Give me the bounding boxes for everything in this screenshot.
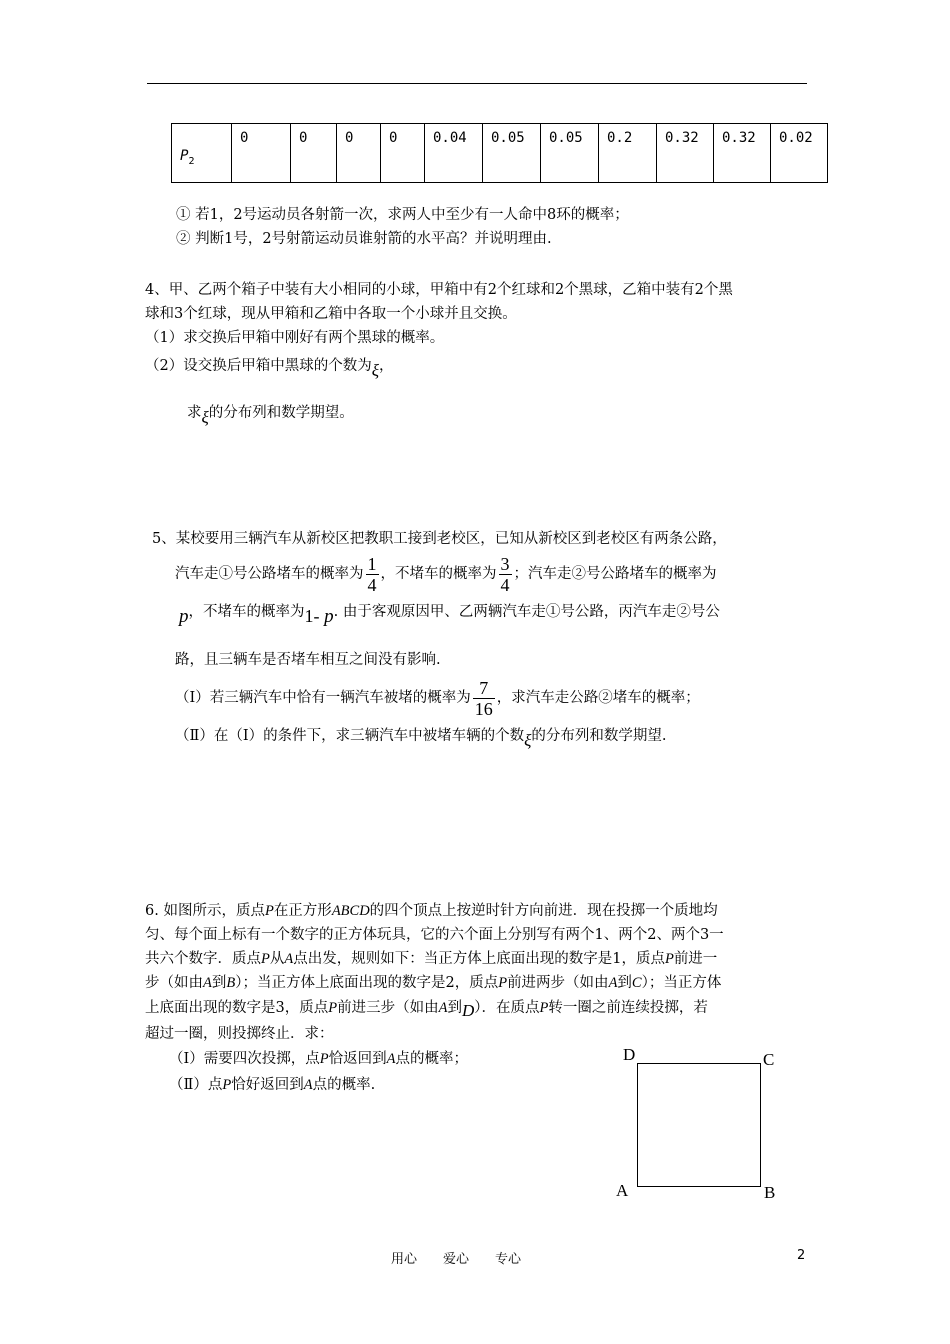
q5-line1: 5、某校要用三辆汽车从新校区把教职工接到老校区，已知从新校区到老校区有两条公路， [152,531,727,547]
q4-part3: 求ξ的分布列和数学期望。 [187,405,354,427]
q6-line4: 步（如由A到B）；当正方体上底面出现的数字是2，质点P前进两步（如由A到C）；当正方体 [145,975,722,991]
fraction-three-quarters: $\frac{3}{4}$ [500,553,510,595]
q6-line2: 匀、每个面上标有一个数字的正方体玩具，它的六个面上分别写有两个1、两个2、两个3一 [145,927,724,943]
probability-table [171,123,828,183]
table-cell: 0.32 [714,124,771,183]
vertex-label-b: B [764,1183,776,1202]
q5-part1: （Ⅰ）若三辆汽车中恰有一辆汽车被堵的概率为 $\frac{7}{16}$ ，求汽车走公路②堵车的概率； [175,677,700,719]
fraction-seven-sixteenths: $\frac{7}{16}$ [474,677,493,719]
q4-line1: 4、甲、乙两个箱子中装有大小相同的小球，甲箱中有2个红球和2个黑球，乙箱中装有2个黑 [145,282,733,298]
q5-part2: （Ⅱ）在（Ⅰ）的条件下，求三辆汽车中被堵车辆的个数ξ的分布列和数学期望. [175,728,667,750]
q6-line1: 6. 如图所示，质点P在正方形ABCD的四个顶点上按逆时针方向前进．现在投掷一个质地均 [145,903,718,919]
table-cell: 0.05 [483,124,541,183]
table-cell: 0.05 [541,124,599,183]
table-cell: 0.04 [425,124,483,183]
q3-item2: ② 判断1号，2号射箭运动员谁射箭的水平高？并说明理由. [176,231,552,247]
page-number: 2 [797,1248,806,1263]
vertex-label-c: C [763,1050,775,1069]
table-cell: 0.32 [657,124,714,183]
table-cell: 0 [291,124,337,183]
table-cell: 0 [381,124,425,183]
q4-part1: （1）求交换后甲箱中刚好有两个黑球的概率。 [145,330,445,346]
q5-line3: p，不堵车的概率为1- p. 由于客观原因甲、乙两辆汽车走①号公路，丙汽车走②号公 [179,604,720,627]
vertex-label-a: A [616,1181,629,1200]
table-row-label: $P_2$ [172,124,232,183]
header-rule [147,83,807,84]
square-abcd-figure [637,1063,761,1187]
q6-part2: （Ⅱ）点P恰好返回到A点的概率. [169,1077,376,1093]
q6-line5: 上底面出现的数字是3，质点P前进三步（如由A到D）．在质点P转一圈之前连续投掷，若 [145,1000,708,1020]
vertex-label-d: D [623,1045,636,1064]
table-row [172,124,828,183]
fraction-one-quarter: $\frac{1}{4}$ [367,553,377,595]
q4-part2: （2）设交换后甲箱中黑球的个数为ξ， [145,358,394,380]
footer-slogan: 用心 爱心 专心 [391,1252,522,1267]
q6-part1: （Ⅰ）需要四次投掷，点P恰返回到A点的概率； [169,1051,468,1067]
q6-line6: 超过一圈，则投掷终止．求： [145,1026,334,1042]
table-cell: 0 [337,124,381,183]
table-cell: 0.2 [599,124,657,183]
q3-item1: ① 若1，2号运动员各射箭一次，求两人中至少有一人命中8环的概率； [176,207,629,223]
q6-line3: 共六个数字．质点P从A点出发，规则如下：当正方体上底面出现的数字是1，质点P前进一 [145,951,718,967]
table-cell: 0 [232,124,291,183]
xi-symbol: ξ [201,408,209,427]
xi-symbol: ξ [524,731,532,750]
q5-line2: 汽车走①号公路堵车的概率为 $\frac{1}{4}$ ，不堵车的概率为 $\frac{3}{4}$ ；汽车走②号公路堵车的概率为 [175,553,717,595]
q5-line4: 路，且三辆车是否堵车相互之间没有影响. [175,652,441,668]
xi-symbol: ξ [371,361,380,380]
q4-line2: 球和3个红球，现从甲箱和乙箱中各取一个小球并且交换。 [145,306,517,322]
table-cell: 0.02 [771,124,828,183]
